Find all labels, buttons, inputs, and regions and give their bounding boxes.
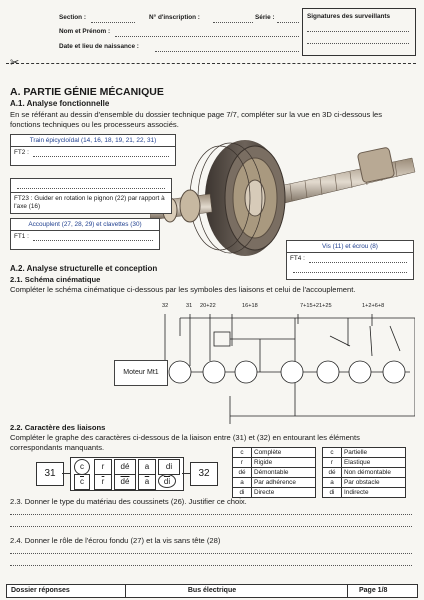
nom-label: Nom et Prénom : — [59, 28, 111, 35]
moteur-label: Moteur Mt1 — [123, 369, 159, 376]
graph-right-32: 32 — [190, 462, 218, 486]
scissors-icon: ✂ — [10, 57, 20, 69]
graph-r2-r[interactable]: $\overline{r}$ — [94, 474, 112, 490]
graph-r2-a[interactable]: $\overline{a}$ — [138, 474, 156, 490]
date-label: Date et lieu de naissance : — [59, 43, 139, 50]
train-label: Train épicycloïdal (14, 16, 18, 19, 21, 22, 31) — [11, 135, 175, 147]
schema-label-16-18: 16+18 — [242, 303, 258, 309]
inscription-label: N° d'inscription : — [149, 14, 200, 21]
graph-r1-di[interactable]: di — [158, 459, 180, 475]
s23-answer-line-2[interactable] — [10, 526, 412, 527]
moteur-box — [114, 360, 168, 386]
footer-right: Page 1/8 — [359, 587, 388, 594]
s24-text: 2.4. Donner le rôle de l'écrou fondu (27) et la vis sans tête (28) — [10, 536, 221, 545]
footer — [6, 584, 418, 598]
inscription-field[interactable] — [213, 22, 253, 23]
graph-r1-r[interactable]: r — [94, 459, 112, 475]
schema-label-7-15-21-25: 7+15+21+25 — [300, 303, 332, 309]
footer-center: Bus électrique — [187, 587, 237, 594]
signatures-box — [302, 8, 416, 56]
ft2-field[interactable] — [33, 156, 169, 157]
s22-text: Compléter le graphe des caractères ci-dessous de la liaison entre (31) et (32) en entourant les éléments correspondants manquants. — [10, 433, 360, 452]
header-section — [55, 10, 300, 56]
section-field[interactable] — [91, 22, 135, 23]
serie-label: Série : — [255, 14, 275, 21]
vis-box — [286, 240, 414, 280]
cut-line — [6, 63, 416, 64]
legend-table-2: c Partielle r Elastique dé Non démontable a Par obstacle di Indirecte — [322, 447, 406, 498]
graph-r2-c[interactable]: $\overline{c}$ — [74, 474, 90, 490]
blank-box-field[interactable] — [17, 188, 165, 189]
schema-label-1-2-6-8: 1+2+6+8 — [362, 303, 385, 309]
s22-title: 2.2. Caractère des liaisons — [10, 423, 106, 432]
graph-r1-c[interactable]: c — [74, 459, 90, 475]
a1-text: En se référant au dessin d'ensemble du dossier technique page 7/7, compléter sur la vue en 3D ci-dessous les fonctions techniques ou les processeurs associés. — [10, 110, 383, 129]
s21-title: 2.1. Schéma cinématique — [10, 275, 101, 284]
a1-title: A.1. Analyse fonctionnelle — [10, 99, 110, 108]
graph-left-31: 31 — [36, 462, 64, 486]
accoup-box — [10, 218, 160, 250]
accoup-label: Accouplent (27, 28, 29) et clavettes (30) — [11, 219, 159, 231]
part-title: A. PARTIE GÉNIE MÉCANIQUE — [10, 86, 164, 98]
serie-field[interactable] — [277, 22, 299, 23]
schema-label-32: 32 — [162, 303, 169, 309]
ft1-label: FT1 : — [14, 233, 29, 240]
s24-answer-line-2[interactable] — [10, 565, 412, 566]
schema-label-31: 31 — [186, 303, 193, 309]
vis-label: Vis (11) et écrou (8) — [287, 241, 413, 253]
s24-answer-line-1[interactable] — [10, 553, 412, 554]
footer-left: Dossier réponses — [11, 587, 70, 594]
graph-r1-de[interactable]: dé — [114, 459, 136, 475]
s23-text: 2.3. Donner le type du matériau des coussinets (26). Justifier ce choix. — [10, 497, 247, 506]
signatures-label: Signatures des surveillants — [307, 13, 391, 20]
s23-answer-line-1[interactable] — [10, 514, 412, 515]
ft4-field[interactable] — [309, 262, 407, 263]
ft4-label: FT4 : — [290, 255, 305, 262]
ft1-field[interactable] — [33, 240, 153, 241]
ft23-box — [10, 192, 172, 214]
graph-r1-a[interactable]: a — [138, 459, 156, 475]
graph-r2-di[interactable]: $\overline{di}$ — [158, 474, 176, 488]
date-field[interactable] — [155, 51, 299, 52]
ft2-label: FT2 : — [14, 149, 29, 156]
a2-title: A.2. Analyse structurelle et conception — [10, 264, 158, 273]
nom-field[interactable] — [115, 36, 299, 37]
schema-label-20-22: 20+22 — [200, 303, 216, 309]
s21-text: Compléter le schéma cinématique ci-dessous par les symboles des liaisons et celui de l'accouplement. — [10, 285, 356, 294]
graph-r2-de[interactable]: $\overline{dé}$ — [114, 474, 136, 490]
section-label: Section : — [59, 14, 86, 21]
legend-table-1: c Complète r Rigide dé Démontable a Par adhérence di Directe — [232, 447, 316, 498]
ft23-label: FT23 : Guider en rotation le pignon (22) par rapport à l'axe (16) — [14, 195, 165, 210]
character-graph — [36, 457, 216, 491]
train-box — [10, 134, 176, 166]
